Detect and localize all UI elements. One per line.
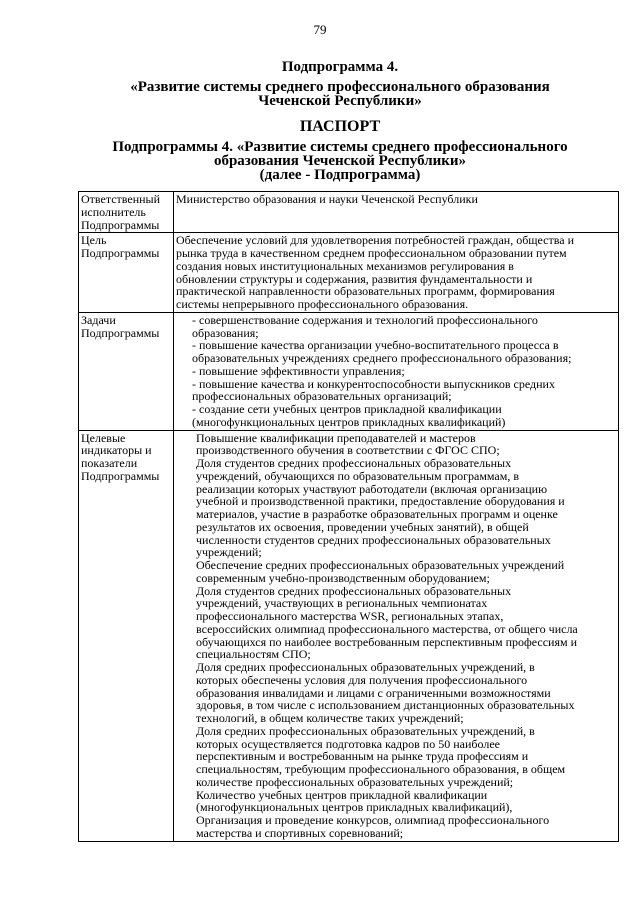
row-text-line: специальностям СПО; [196, 647, 311, 662]
row-label-line: Ответственный [81, 192, 161, 206]
row-label-cell [79, 233, 174, 313]
row-text-line: всероссийских олимпиад профессионального мастерства, от общего числа [196, 621, 578, 636]
row-text-line: которых осуществляется подготовка кадров по 50 наиболее [196, 736, 500, 751]
row-paragraph [176, 789, 616, 815]
row-content-cell [174, 233, 619, 313]
row-label-line: Цель [81, 233, 107, 248]
row-text-line: Доля студентов средних профессиональных образовательных [196, 583, 512, 598]
row-text-line: практической направленности образовательных программ, формирования [176, 284, 555, 299]
row-text-line: Министерство образования и науки Чеченской Республики [176, 192, 478, 206]
row-text-line: профессиональных образовательных организаций; [192, 389, 452, 404]
page-number: 79 [313, 22, 327, 37]
row-text-line: обучающихся по наиболее востребованным перспективным профессиям и [196, 634, 578, 649]
row-text-line: рынка труда в качественном среднем профессиональном образовании путем [176, 246, 567, 260]
row-paragraph [176, 234, 616, 311]
row-text-line: которых обеспечены условия для получения профессионального [196, 672, 528, 687]
row-text-line: результатов их освоения, проведении учебных занятий), в общей [196, 519, 529, 534]
row-label-line: Подпрограммы [81, 325, 160, 340]
row-text-line: Доля средних профессиональных образовательных учреждений, в [196, 660, 535, 674]
row-label-line: Подпрограммы [81, 468, 160, 483]
row-paragraph [176, 725, 616, 789]
row-text-line: численности студентов средних профессиональных образовательных [196, 532, 551, 547]
row-text-line: современным учебно-производственным оборудованием; [196, 570, 490, 585]
row-label-cell [79, 192, 174, 233]
row-text-line: Обеспечение условий для удовлетворения потребностей граждан, общества и [176, 233, 574, 248]
row-text-line: Доля средних профессиональных образовательных учреждений, в [196, 723, 535, 738]
row-text-line: системы непрерывного профессионального образования. [176, 297, 469, 311]
passport-title-line: образования Чеченской Республики» [213, 153, 467, 169]
row-text-line: учреждений, участвующих в региональных чемпионатах [196, 596, 488, 611]
row-content-cell [174, 312, 619, 430]
passport-table [78, 191, 619, 842]
row-text-line: учреждений, обучающихся по образовательным программам, в [196, 468, 520, 483]
passport-title-line: Подпрограммы 4. «Развитие системы среднего профессионального [112, 139, 568, 155]
row-text-line: - повышение качества организации учебно-воспитательного процесса в [192, 338, 559, 353]
table-row [79, 430, 619, 841]
row-text-line: учреждений; [196, 545, 262, 560]
row-text-line: (многофункциональных центров прикладных квалификаций), [196, 800, 513, 815]
row-label-cell [79, 312, 174, 430]
row-paragraph [176, 378, 616, 404]
row-label-line: Целевые [81, 430, 126, 445]
table-row [79, 312, 619, 430]
row-paragraph [176, 403, 616, 429]
row-text-line: - совершенствование содержания и технологий профессионального [192, 312, 538, 327]
row-text-line: технологий, в общем количестве таких учреждений; [196, 711, 464, 725]
row-content-cell [174, 430, 619, 841]
row-paragraph [176, 314, 616, 340]
row-text-line: производственного обучения в соответствии с ФГОС СПО; [196, 443, 500, 458]
row-text-line: образования; [192, 325, 259, 340]
row-paragraph [176, 432, 616, 458]
row-label-line: индикаторы и [81, 443, 152, 458]
row-label-line: показатели [81, 456, 138, 470]
passport-table-body [79, 192, 619, 842]
row-text-line: материалов, участие в разработке образовательных программ и оценке [196, 507, 558, 521]
row-text-line: образовательных учреждениях среднего профессионального образования; [192, 351, 572, 365]
subprogram-title-line: «Развитие системы среднего профессионального образования [130, 79, 550, 95]
row-label-line: Подпрограммы [81, 246, 160, 260]
row-paragraph [176, 661, 616, 725]
row-text-line: специальностям, требующим профессионального образования, в общем [196, 762, 566, 776]
row-paragraph [176, 585, 616, 662]
row-text-line: создания новых институциональных механизмов регулирования в [176, 258, 514, 273]
row-paragraph [176, 559, 616, 585]
row-label-cell [79, 430, 174, 841]
row-paragraph [176, 365, 616, 378]
row-text-line: здоровья, в том числе с использованием дистанционных образовательных [196, 698, 575, 713]
row-text-line: обновлении структуры и содержания, развития фундаментальности и [176, 271, 533, 286]
row-content-cell [174, 192, 619, 233]
row-text-line: Доля студентов средних профессиональных образовательных [196, 456, 512, 470]
row-text-line: количестве профессиональных образовательных учреждений; [196, 774, 514, 789]
row-text-line: профессионального мастерства WSR, региональных этапах, [196, 609, 504, 623]
row-label-line: Задачи [81, 312, 116, 327]
passport-title [60, 140, 620, 182]
row-paragraph [176, 193, 616, 206]
subprogram-title [60, 80, 620, 108]
row-paragraph [176, 457, 616, 559]
table-row [79, 192, 619, 233]
row-text-line: Организация и проведение конкурсов, олимпиад профессионального [196, 813, 550, 827]
row-text-line: Повышение квалификации преподавателей и мастеров [196, 430, 476, 445]
row-text-line: мастерства и спортивных соревнований; [196, 825, 404, 840]
row-text-line: - повышение качества и конкурентоспособности выпускников средних [192, 376, 555, 391]
row-text-line: образования инвалидами и лицами с ограниченными возможностями [196, 685, 551, 700]
row-text-line: - создание сети учебных центров прикладной квалификации [192, 402, 502, 416]
row-text-line: (многофункциональных центров прикладных квалификаций) [192, 414, 506, 429]
row-text-line: реализации которых участвуют работодатели (включая организацию [196, 481, 548, 496]
subprogram-title-line: Чеченской Республики» [258, 93, 422, 109]
row-text-line: Количество учебных центров прикладной квалификации [196, 787, 488, 802]
row-text-line: перспективным и востребованным на рынке труда профессиям и [196, 749, 529, 764]
row-label-line: Подпрограммы [81, 217, 160, 232]
subprogram-heading: Подпрограмма 4. [281, 59, 399, 75]
row-paragraph [176, 814, 616, 840]
passport-title-line: (далее - Подпрограмма) [259, 167, 421, 183]
table-row [79, 233, 619, 313]
row-text-line: - повышение эффективности управления; [192, 363, 405, 378]
row-paragraph [176, 339, 616, 365]
row-text-line: учебной и производственной практики, предоставление оборудования и [196, 494, 565, 509]
passport-heading: ПАСПОРТ [299, 118, 381, 135]
row-label-line: исполнитель [81, 204, 146, 219]
row-text-line: Обеспечение средних профессиональных образовательных учреждений [196, 558, 565, 572]
